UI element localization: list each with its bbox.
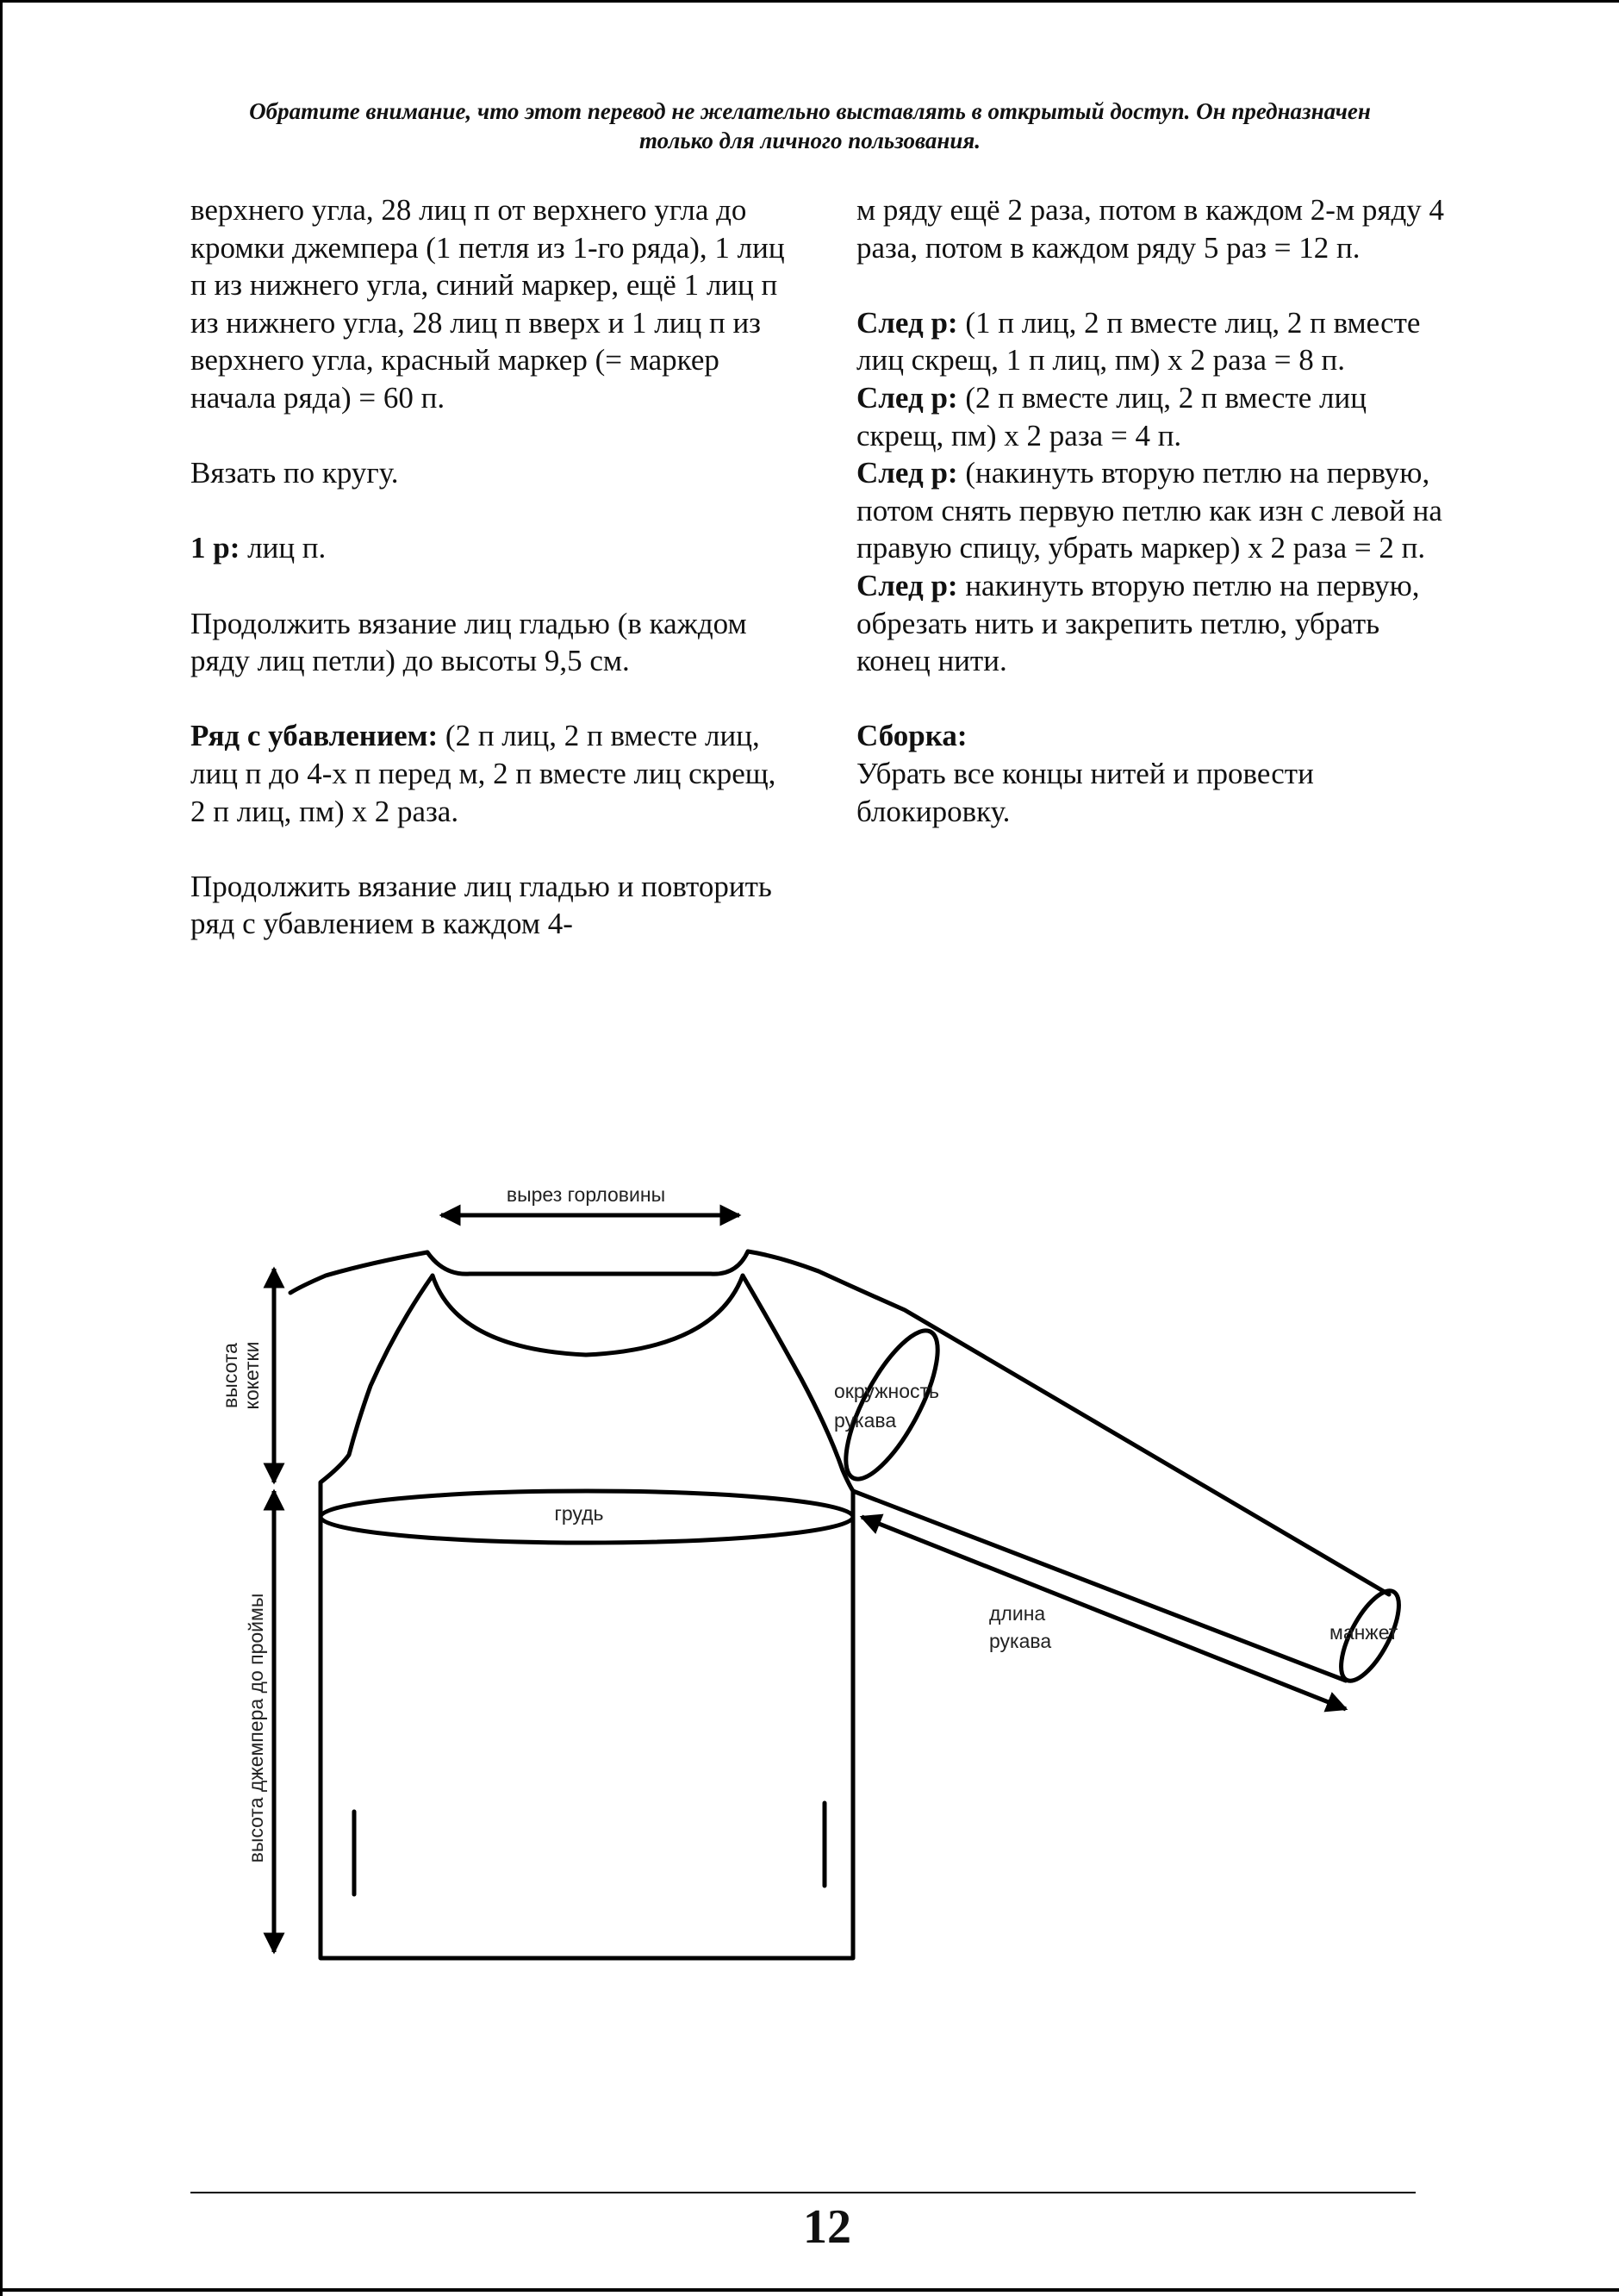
page-bottom-edge bbox=[0, 2288, 1619, 2292]
row-instruction bbox=[190, 529, 794, 567]
right-paragraph: м ряду ещё 2 раза, потом в каждом 2-м ряду 4 раза, потом в каждом ряду 5 раз = 12 п. bbox=[856, 193, 1445, 265]
footer-rule bbox=[190, 2192, 1416, 2193]
yoke-height-label-line1: высота bbox=[219, 1343, 241, 1408]
sweater-schematic bbox=[0, 1155, 1619, 1991]
assembly-heading: Сборка: bbox=[856, 719, 968, 753]
row-text: (1 п лиц, 2 п вместе лиц, 2 п вместе лиц скрещ, 1 п лиц, пм) х 2 раза = 8 п. bbox=[856, 305, 1421, 377]
page-number: 12 bbox=[803, 2200, 851, 2254]
sleeve-length-arrow bbox=[862, 1517, 1346, 1709]
row-instruction bbox=[856, 567, 1460, 680]
cuff-label: манжет bbox=[1329, 1621, 1398, 1644]
left-paragraph: верхнего угла, 28 лиц п от верхнего угла до кромки джемпера (1 петля из 1-го ряда), 1 лиц п из нижнего угла, синий маркер, ещё 1 лиц п из нижнего угла, 28 лиц п вверх и 1 лиц п из верхнего угла, красный маркер (= маркер начала ряда) = 60 п. bbox=[190, 193, 785, 415]
row-instruction bbox=[856, 379, 1460, 454]
sleeve-circumference-label-line2: рукава bbox=[834, 1409, 897, 1432]
right-text-column bbox=[856, 191, 1460, 830]
body-outline bbox=[321, 1491, 853, 1958]
row-text: (2 п лиц, 2 п вместе лиц, лиц п до 4-х п перед м, 2 п вместе лиц скрещ, 2 п лиц, пм) х 2 раза. bbox=[190, 719, 776, 828]
row-label: След р: bbox=[856, 380, 958, 415]
row-text: (2 п вместе лиц, 2 п вместе лиц скрещ, пм) х 2 раза = 4 п. bbox=[856, 380, 1367, 452]
left-paragraph: Продолжить вязание лиц гладью (в каждом ряду лиц петли) до высоты 9,5 см. bbox=[190, 606, 747, 678]
yoke-height-label bbox=[219, 1342, 263, 1410]
left-raglan-line bbox=[321, 1276, 433, 1491]
row-text: лиц п. bbox=[240, 531, 327, 565]
row-text: (накинуть вторую петлю на первую, потом снять первую петлю как изн с левой на правую спицу, убрать маркер) х 2 раза = 2 п. bbox=[856, 456, 1442, 565]
row-label: Ряд с убавлением: bbox=[190, 719, 439, 753]
chest-label: грудь bbox=[554, 1502, 604, 1525]
row-label: 1 р: bbox=[190, 531, 240, 565]
body-height-label: высота джемпера до проймы bbox=[245, 1593, 267, 1863]
neckline-front bbox=[433, 1276, 743, 1355]
left-shoulder bbox=[290, 1252, 427, 1293]
row-text: накинуть вторую петлю на первую, обрезать нить и закрепить петлю, убрать конец нити. bbox=[856, 568, 1420, 678]
sleeve-circumference-ellipse bbox=[829, 1319, 956, 1491]
sleeve-circumference-label-line1: окружность bbox=[834, 1380, 940, 1402]
sweater-schematic-drawing bbox=[0, 1155, 1619, 1991]
header-notice: Обратите внимание, что этот перевод не желательно выставлять в открытый доступ. Он предназначен только для личного пользования. bbox=[249, 98, 1371, 153]
row-label: След р: bbox=[856, 456, 958, 490]
left-paragraph: Продолжить вязание лиц гладью и повторить ряд с убавлением в каждом 4- bbox=[190, 869, 772, 941]
page-top-edge bbox=[0, 0, 1619, 3]
sleeve-length-label-line2: рукава bbox=[989, 1630, 1052, 1652]
yoke-height-label-line2: кокетки bbox=[240, 1341, 263, 1410]
neckline-label: вырез горловины bbox=[506, 1183, 666, 1206]
left-text-column bbox=[190, 191, 794, 943]
row-label: След р: bbox=[856, 568, 958, 602]
assembly-text: Убрать все концы нитей и провести блокировку. bbox=[856, 756, 1314, 828]
row-instruction bbox=[856, 454, 1460, 567]
row-instruction bbox=[856, 304, 1460, 379]
sleeve-length-label-line1: длина bbox=[989, 1602, 1046, 1625]
left-paragraph: Вязать по кругу. bbox=[190, 456, 399, 490]
row-label: След р: bbox=[856, 305, 958, 340]
sleeve-bottom-edge bbox=[853, 1491, 1346, 1681]
decrease-row-instruction bbox=[190, 717, 794, 830]
neckline-back bbox=[427, 1251, 748, 1274]
